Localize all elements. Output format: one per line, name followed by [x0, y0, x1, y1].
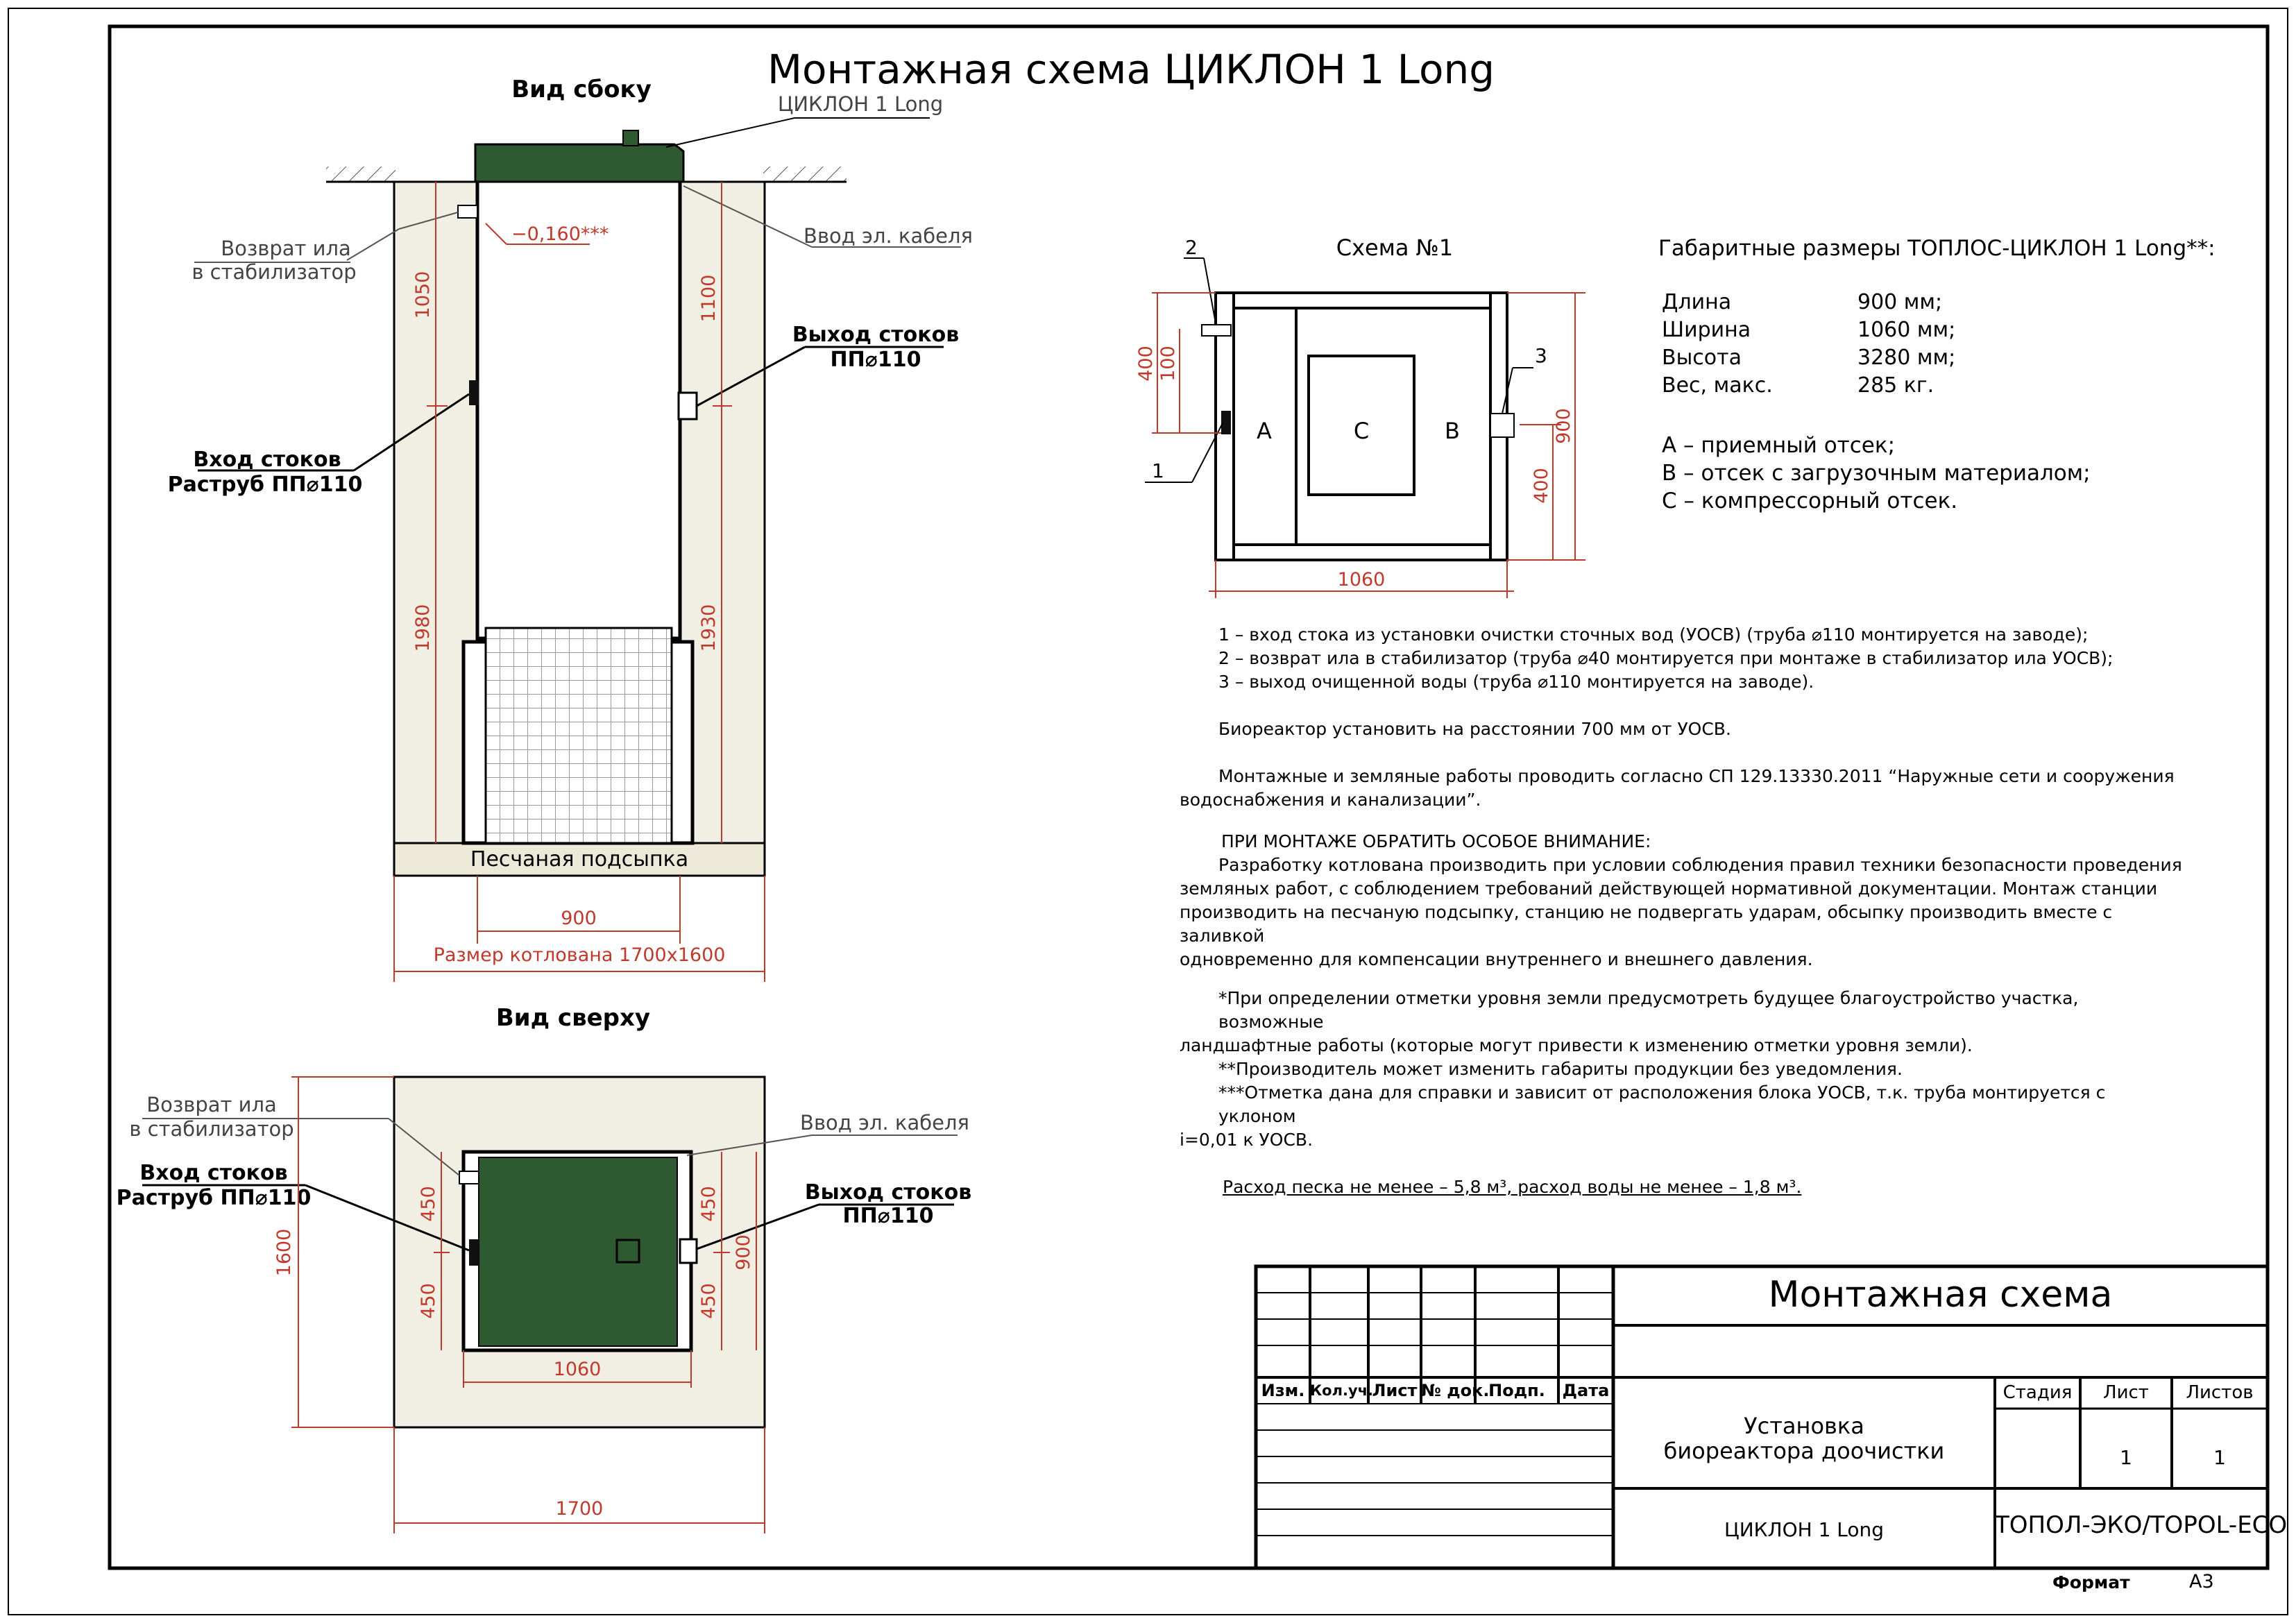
top-dim-r1: 450 [698, 1186, 720, 1222]
attention-line: одновременно для компенсации внутреннего и внешнего давления. [1180, 949, 1813, 969]
legend-item: A – приемный отсек; [1662, 433, 1896, 458]
side-outlet-label-1: Выход стоков [792, 323, 960, 347]
top-dim-height: 1600 [273, 1228, 295, 1277]
side-sludge-pipe [458, 205, 477, 218]
spec-key: Высота [1662, 346, 1742, 370]
side-inlet-pipe [469, 380, 479, 405]
ground-hatch-right [763, 167, 847, 182]
scheme-label-a: A [1257, 418, 1272, 444]
scheme-1-title: Схема №1 [1336, 235, 1454, 261]
footnote-line: **Производитель может изменить габариты продукции без уведомления. [1218, 1059, 1903, 1079]
top-tank-lid [479, 1157, 677, 1346]
top-sludge-pipe [459, 1171, 479, 1184]
side-view-title: Вид сбоку [511, 76, 652, 103]
top-dim-l2: 450 [418, 1283, 439, 1319]
titleblock-header-sign: Подп. [1488, 1381, 1545, 1400]
attention-title: ПРИ МОНТАЖЕ ОБРАТИТЬ ОСОБОЕ ВНИМАНИЕ: [1221, 831, 1651, 851]
spec-key: Ширина [1662, 318, 1751, 342]
top-dim-r-total: 900 [733, 1234, 754, 1271]
scheme-dim-1060: 1060 [1337, 569, 1386, 590]
legend-item: C – компрессорный отсек. [1662, 488, 1958, 513]
titleblock-product: ЦИКЛОН 1 Long [1724, 1518, 1885, 1541]
note-distance: Биореактор установить на расстоянии 700 мм от УОСВ. [1218, 719, 1731, 739]
spec-key: Вес, макс. [1662, 373, 1773, 398]
dim-left-top: 1050 [412, 271, 434, 319]
footnote-line: *При определении отметки уровня земли предусмотреть будущее благоустройство участка, возможные [1218, 988, 2079, 1032]
note-item: 3 – выход очищенной воды (труба ⌀110 монтируется на заводе). [1218, 672, 1814, 692]
footnote-line: ландшафтные работы (которые могут привести к изменению отметки уровня земли). [1180, 1035, 1973, 1055]
note-works-1: Монтажные и земляные работы проводить согласно СП 129.13330.2011 “Наружные сети и сооружения [1218, 766, 2175, 786]
scheme-label-c: C [1353, 418, 1370, 444]
top-outlet-pipe [680, 1239, 697, 1263]
titleblock-object-name-2: биореактора доочистки [1663, 1438, 1945, 1464]
titleblock-header-kol: Кол.уч. [1310, 1382, 1374, 1399]
top-outlet-label-1: Выход стоков [804, 1180, 972, 1205]
dim-right-top: 1100 [698, 274, 720, 323]
titleblock-sheets: 1 [2213, 1446, 2226, 1469]
titleblock-header-list: Лист [1372, 1381, 1418, 1400]
titleblock-header-izm: Изм. [1261, 1381, 1305, 1400]
titleblock-format: А3 [2189, 1571, 2214, 1592]
scheme-callout-3: 3 [1535, 344, 1547, 367]
notes-block [1180, 623, 2186, 1199]
side-inlet-label-2: Раструб ПП⌀110 [167, 473, 363, 497]
titleblock-company: ТОПОЛ-ЭКО/TOPOL-ECO [1995, 1511, 2288, 1539]
scheme-dim-400b: 400 [1531, 468, 1552, 504]
scheme-1 [1135, 235, 1585, 598]
top-inlet-label-2: Раструб ПП⌀110 [116, 1186, 312, 1210]
note-item: 1 – вход стока из установки очистки сточных вод (УОСВ) (труба ⌀110 монтируется на заводе); [1218, 624, 2089, 645]
lid-vent [623, 130, 638, 146]
footnote-line: i=0,01 к УОСВ. [1180, 1130, 1313, 1150]
specs-legend [1662, 432, 2091, 515]
tank-body [477, 180, 680, 638]
top-inlet-pipe [469, 1239, 479, 1266]
titleblock-stage-header: Стадия [2002, 1382, 2073, 1403]
titleblock-sheets-header: Листов [2186, 1382, 2254, 1403]
top-cable-label: Ввод эл. кабеля [800, 1111, 969, 1135]
dim-right-bottom: 1930 [698, 604, 720, 652]
top-outlet-label-2: ПП⌀110 [842, 1204, 934, 1228]
scheme-label-b: B [1445, 418, 1460, 444]
titleblock-header-date: Дата [1562, 1381, 1610, 1400]
titleblock-format-label: Формат [2052, 1572, 2130, 1592]
note-works-2: водоснабжения и канализации”. [1180, 790, 1481, 810]
side-sludge-label-2: в стабилизатор [192, 260, 357, 284]
side-outlet-label-2: ПП⌀110 [830, 348, 921, 372]
top-view-title: Вид сверху [495, 1004, 651, 1032]
titleblock-header-doc: № док. [1421, 1381, 1490, 1400]
spec-value: 1060 мм; [1857, 318, 1956, 342]
titleblock-sheet: 1 [2120, 1446, 2132, 1469]
ground-hatch-left [326, 167, 396, 182]
spec-value: 285 кг. [1857, 373, 1934, 398]
titleblock-object-name-1: Установка [1744, 1413, 1864, 1439]
dim-side-width: 900 [561, 908, 597, 929]
tank-lid [475, 144, 683, 182]
sand-bedding-label: Песчаная подсыпка [470, 847, 689, 872]
scheme-dim-400a: 400 [1135, 346, 1157, 382]
footnote-line: ***Отметка дана для справки и зависит от расположения блока УОСВ, т.к. труба монтируется с уклоном [1218, 1082, 2106, 1126]
page-title: Монтажная схема ЦИКЛОН 1 Long [767, 46, 1495, 93]
top-dim-outer-width: 1700 [555, 1498, 604, 1520]
spec-key: Длина [1662, 290, 1732, 314]
titleblock-sheet-header: Лист [2103, 1382, 2149, 1403]
top-inlet-label-1: Вход стоков [139, 1161, 288, 1185]
side-view [168, 76, 973, 982]
attention-line: земляных работ, с соблюдением требований действующей нормативной документации. Монтаж станции [1180, 878, 2158, 899]
scheme-callout-2: 2 [1185, 236, 1198, 259]
side-outlet-pipe [679, 393, 697, 419]
dim-pit-size: Размер котлована 1700x1600 [433, 944, 726, 966]
level-mark: −0,160*** [511, 223, 609, 245]
side-cable-label: Ввод эл. кабеля [803, 224, 973, 248]
specs-title: Габаритные размеры ТОПЛОС-ЦИКЛОН 1 Long**: [1658, 236, 2216, 261]
top-sludge-label-1: Возврат ила [146, 1093, 277, 1116]
top-view [117, 1004, 972, 1533]
side-inlet-label-1: Вход стоков [193, 448, 341, 472]
note-item: 2 – возврат ила в стабилизатор (труба ⌀40 монтируется при монтаже в стабилизатор ила УОСВ); [1218, 648, 2114, 668]
scheme-callout-1: 1 [1152, 459, 1164, 482]
biofilter-grid [486, 628, 672, 843]
top-dim-inner-width: 1060 [553, 1359, 602, 1380]
consumption-note: Расход песка не менее – 5,8 м³, расход воды не менее – 1,8 м³. [1223, 1177, 1802, 1197]
top-sludge-label-2: в стабилизатор [129, 1117, 294, 1141]
titleblock-doc-title: Монтажная схема [1768, 1274, 2113, 1316]
dim-left-bottom: 1980 [412, 604, 434, 652]
attention-line: Разработку котлована производить при условии соблюдения правил техники безопасности проведения [1218, 855, 2182, 875]
side-sludge-label-1: Возврат ила [221, 237, 351, 260]
scheme-dim-100: 100 [1157, 346, 1179, 382]
top-dim-r2: 450 [698, 1283, 720, 1319]
spec-value: 900 мм; [1857, 290, 1943, 314]
scheme-dim-900: 900 [1553, 408, 1574, 444]
attention-line: производить на песчаную подсыпку, станцию не подвергать ударам, обсыпку производить вместе с заливкой [1180, 902, 2113, 946]
top-dim-l1: 450 [418, 1186, 439, 1222]
product-label: ЦИКЛОН 1 Long [777, 92, 944, 116]
legend-item: B – отсек с загрузочным материалом; [1662, 461, 2091, 486]
spec-value: 3280 мм; [1857, 346, 1956, 370]
